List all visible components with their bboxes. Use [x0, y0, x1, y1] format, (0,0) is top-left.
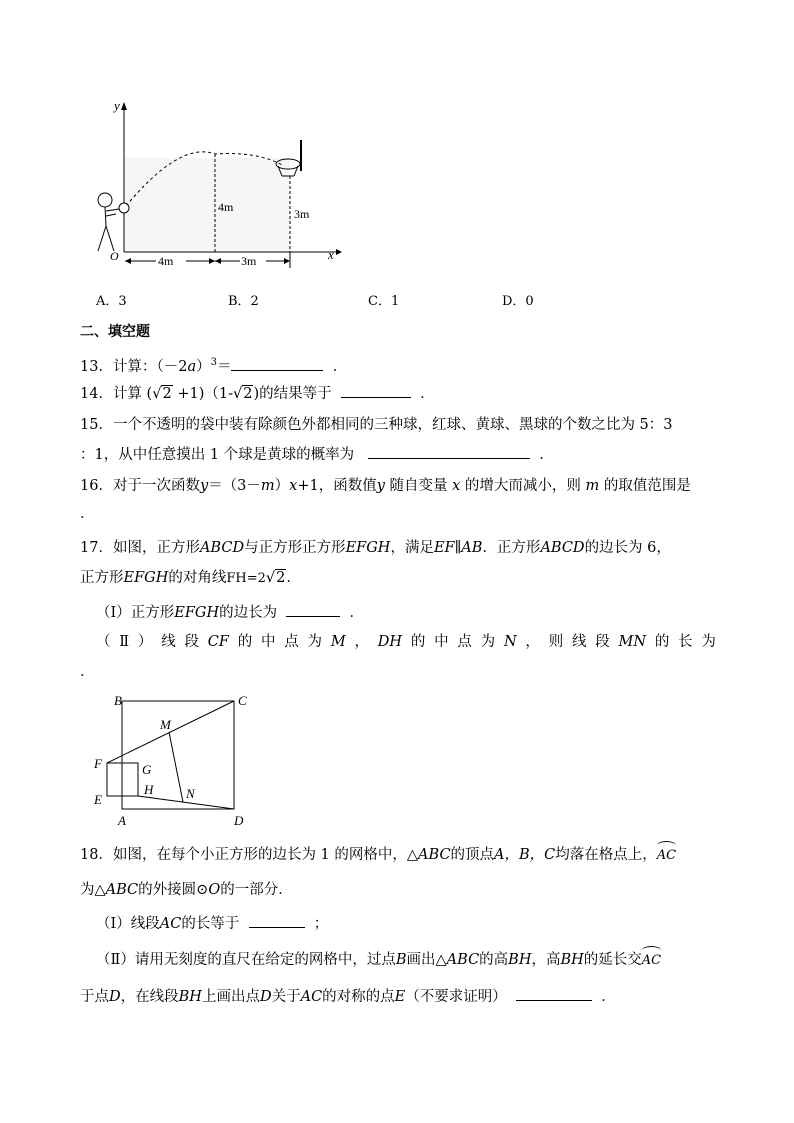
option-c: C．1	[368, 294, 400, 309]
option-b: B．2	[228, 294, 259, 309]
label-h: H	[144, 782, 154, 797]
label-b: B	[114, 693, 122, 708]
label-n: N	[186, 786, 195, 801]
question-17-part-1: （Ⅰ）正方形EFGH的边长为 ．	[96, 602, 364, 623]
question-18-part-2: （Ⅱ）请用无刻度的直尺在给定的网格中，过点B画出△ABC的高BH，高BH的延长交AC	[96, 950, 661, 971]
answer-blank	[231, 356, 323, 371]
label-a: A	[118, 813, 126, 828]
y-axis-label: y	[114, 98, 120, 113]
label-m: M	[160, 717, 171, 732]
answer-blank	[516, 986, 592, 1001]
question-14: 14．计算 (√2 +1)（1-√2)的结果等于 ．	[80, 383, 435, 404]
trajectory-figure	[88, 96, 348, 271]
question-16-line-1: 16．对于一次函数y＝（3－m）x+1，函数值y 随自变量 x 的增大而减小，则 m 的取值范围是	[80, 478, 691, 494]
arc-ac-2: AC	[642, 951, 661, 971]
arc-ac: AC	[657, 846, 676, 866]
question-18-line-2: 为△ABC的外接圆⊙O的一部分．	[80, 882, 293, 898]
distance-label-1: 4m	[158, 254, 174, 268]
label-d: D	[234, 813, 244, 828]
hoop-height-label: 3m	[294, 207, 310, 221]
question-17-part-2-end: ．	[80, 664, 95, 680]
question-13: 13．计算：$(-2a)^3=$ ．	[80, 357, 348, 375]
answer-blank	[286, 602, 340, 617]
label-f: F	[94, 756, 102, 771]
label-c: C	[238, 693, 247, 708]
distance-label-2: 3m	[241, 254, 257, 268]
question-18-line-1: 18．如图，在每个小正方形的边长为 1 的网格中，△ABC的顶点A，B，C均落在格点上，AC	[80, 845, 676, 866]
peak-height-label: 4m	[218, 200, 234, 214]
section-title: 二、填空题	[80, 324, 150, 340]
squares-figure	[88, 688, 263, 833]
label-g: G	[142, 762, 152, 777]
question-15-line-2: ：1，从中任意摸出 1 个球是黄球的概率为 ．	[80, 444, 554, 465]
question-15-line-1: 15．一个不透明的袋中装有除颜色外都相同的三种球，红球、黄球、黑球的个数之比为 5：3	[80, 417, 673, 433]
x-axis-label: x	[328, 247, 334, 262]
option-d: D．0	[502, 294, 534, 309]
question-17-line-2: 正方形EFGH的对角线FH=2√2．	[80, 570, 301, 586]
answer-blank	[341, 383, 411, 398]
answer-blank	[249, 913, 305, 928]
origin-label: O	[110, 249, 119, 263]
option-a: A．3	[96, 294, 127, 309]
question-18-line-4: 于点D，在线段BH上画出点D关于AC的对称的点E（不要求证明） ．	[80, 986, 616, 1007]
question-18-part-1: （Ⅰ）线段AC的长等于 ；	[96, 913, 328, 934]
label-e: E	[94, 792, 102, 807]
answer-blank	[368, 444, 530, 459]
question-16-line-2: ．	[80, 506, 95, 522]
question-17-line-1: 17．如图，正方形ABCD与正方形正方形EFGH，满足EF∥AB．正方形ABCD的边长为 6，	[80, 540, 671, 556]
question-17-part-2: （ Ⅱ ） 线 段 CF 的 中 点 为 M ， DH 的 中 点 为 N ， 则 线 段 MN 的 长 为	[96, 634, 716, 650]
